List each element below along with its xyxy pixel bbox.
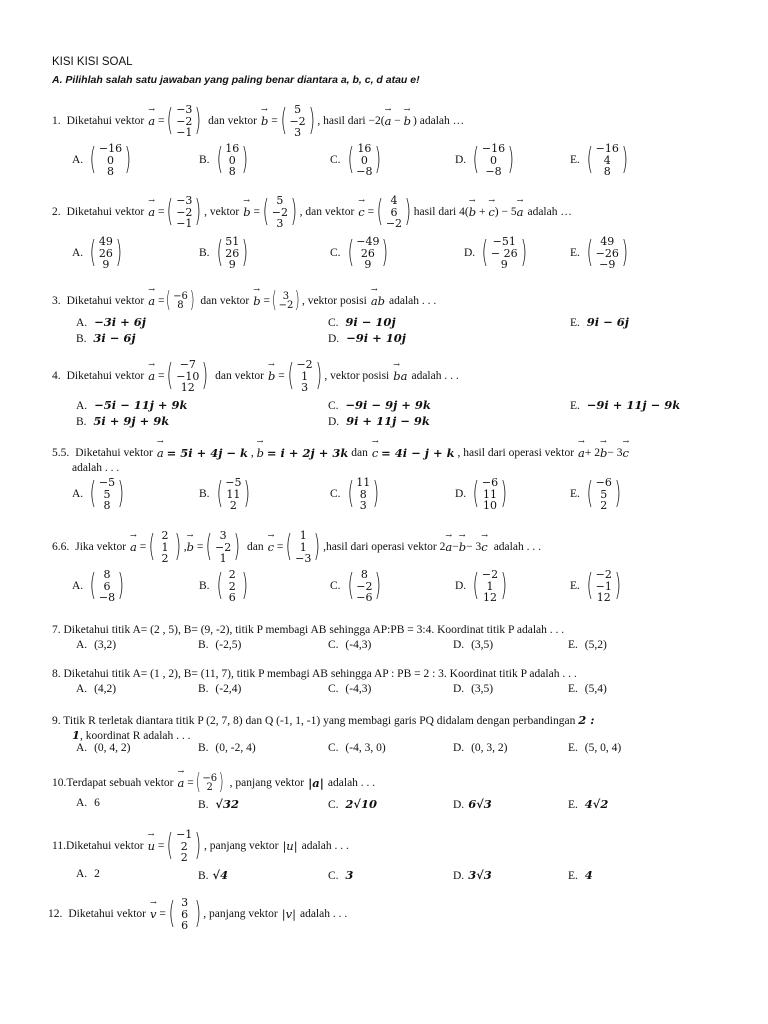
vector-a: → a [578, 446, 585, 460]
question-text: Diketahui vektor [75, 447, 153, 459]
option-e[interactable]: E. ( −6 5 2 ) [570, 476, 621, 512]
question-text: Jika vektor [75, 541, 127, 554]
options-row [76, 797, 716, 811]
option-a[interactable]: A. 2 [76, 868, 100, 880]
question-number: 10. [52, 777, 67, 789]
option-c[interactable]: C. ( −49 26 9 ) [330, 235, 389, 271]
option-b[interactable]: B. (-2,4) [198, 683, 242, 695]
option-a[interactable]: A. (0, 4, 2) [76, 742, 131, 754]
option-d[interactable]: D. 6√3 [453, 797, 492, 811]
question-number: 1. [52, 115, 61, 128]
options-row [72, 236, 712, 271]
question-number: 5. [60, 447, 70, 459]
question-text: − 3 [607, 447, 623, 459]
vector-c-column: ( 4 6 −2 ) [376, 194, 412, 230]
option-b[interactable]: B. (-2,5) [198, 639, 242, 651]
question-text: Diketahui vektor [66, 206, 145, 219]
option-e[interactable]: E. ( −2 −1 12 ) [570, 568, 621, 604]
vector-c: → c [481, 540, 487, 554]
question-text: , vektor [204, 206, 240, 219]
question-number: 3. [52, 295, 61, 307]
vector-ba: → ba [393, 369, 407, 383]
option-d[interactable]: D. (0, 3, 2) [453, 742, 508, 754]
question-text: + 2 [584, 447, 601, 459]
option-d[interactable]: D. ( −2 1 12 ) [455, 568, 508, 604]
question-9 [52, 713, 595, 727]
option-a[interactable]: A. −3i + 6j [76, 315, 146, 329]
vector-b-value: = i + 2j + 3k [266, 446, 349, 460]
option-d[interactable]: D. 9i + 11j − 9k [328, 414, 430, 428]
question-text: ) adalah … [413, 115, 465, 128]
vector-c-column: ( 1 1 −3 ) [286, 529, 321, 565]
option-b[interactable]: B. 3i − 6j [76, 331, 136, 345]
page-title: KISI KISI SOAL [52, 56, 133, 68]
vector-b: → b [253, 294, 260, 308]
question-text: − [452, 541, 459, 554]
option-a[interactable]: A. ( −16 0 8 ) [72, 142, 132, 178]
magnitude-symbol: |a| [308, 776, 324, 790]
vector-b: → b [187, 540, 194, 554]
question-text: , panjang vektor [204, 840, 279, 853]
vector-a: → a [148, 114, 155, 128]
question-text: Terdapat sebuah vektor [66, 777, 174, 789]
option-b[interactable]: B. ( 51 26 9 ) [199, 235, 249, 271]
option-a[interactable]: A. ( −5 5 8 ) [72, 476, 125, 512]
option-e[interactable]: E. (5, 0, 4) [568, 742, 622, 754]
option-d[interactable]: D. −9i + 10j [328, 331, 406, 345]
vector-a: → a [445, 540, 452, 554]
question-text: adalah . . . [299, 908, 348, 921]
question-text: adalah . . . [389, 295, 437, 307]
vector-a: → a [148, 205, 155, 219]
option-c[interactable]: C. (-4, 3, 0) [328, 742, 386, 754]
option-a[interactable]: A. (4,2) [76, 683, 117, 695]
vector-a: → a [157, 446, 164, 460]
vector-a-value: = 5i + 4j − k [166, 446, 249, 460]
options-row [72, 569, 712, 604]
vector-v-column: ( 3 6 6 ) [168, 896, 201, 932]
vector-b-column: ( 3 −2 1 ) [205, 529, 241, 565]
vector-b-column: ( 5 −2 3 ) [262, 194, 298, 230]
question-number: 11. [52, 840, 66, 853]
magnitude-symbol: |u| [282, 839, 298, 854]
vector-a: → a [517, 205, 524, 219]
question-text: ) − 5 [494, 206, 517, 219]
option-b[interactable]: B. 5i + 9j + 9k [76, 414, 170, 428]
option-c[interactable]: C. 9i − 10j [328, 315, 396, 329]
option-b[interactable]: B. ( 2 2 6 ) [199, 568, 249, 604]
vector-u-column: ( −1 2 2 ) [166, 828, 202, 864]
option-c[interactable]: C. (-4,3) [328, 683, 372, 695]
option-c[interactable]: C. ( 16 0 −8 ) [330, 142, 382, 178]
question-text: 9. Titik R terletak diantara titik P (2, 7, 8) dan Q (-1, 1, -1) yang membagi garis PQ didalam dengan perbandingan [52, 715, 576, 727]
question-text: , koordinat R adalah . . . [80, 730, 191, 742]
option-d[interactable]: D. ( −6 11 10 ) [455, 476, 508, 512]
vector-c: → c [623, 446, 629, 460]
vector-c: → c [358, 205, 364, 219]
question-10: 10. Terdapat sebuah vektor → a = ( −6 2 ) , panjang vektor |a| adalah . . . [52, 772, 375, 794]
vector-a-column: ( −7 −10 12 ) [167, 358, 209, 394]
option-b[interactable]: B. √32 [198, 797, 239, 811]
option-c[interactable]: C. 2√10 [328, 797, 377, 811]
vector-a: → a [148, 294, 155, 308]
question-text: − 3 [466, 541, 482, 554]
question-text: adalah . . . [327, 777, 376, 789]
vector-b: → b [268, 369, 275, 383]
option-d[interactable]: D. 3√3 [453, 868, 492, 882]
vector-v: → v [150, 907, 157, 921]
question-text: Diketahui vektor [66, 295, 145, 307]
vector-b-column: ( 3 −2 ) [271, 288, 301, 313]
vector-b: → b [404, 114, 411, 128]
options-row [76, 868, 716, 882]
question-9-line2 [72, 728, 191, 742]
question-7: 7. Diketahui titik A= (2 , 5), B= (9, -2), titik P membagi AB sehingga AP:PB = 3:4. Koordinat titik P adalah . . . [52, 624, 565, 636]
question-text: dan vektor [215, 370, 264, 383]
vector-c: → c [488, 205, 494, 219]
question-12: 12. Diketahui vektor → v = ( 3 6 6 ) , panjang vektor |v| adalah . . . [48, 897, 347, 932]
question-text: , panjang vektor [229, 777, 305, 789]
options-row [76, 742, 716, 754]
question-text: hasil dari 4( [413, 206, 469, 219]
option-d[interactable]: D. ( −51 − 26 9 ) [464, 235, 527, 271]
options-row [76, 683, 716, 695]
question-number: 4. [52, 370, 61, 383]
vector-b: → b [469, 205, 476, 219]
question-text: , hasil dari −2( [317, 115, 385, 128]
vector-a: → a [148, 369, 155, 383]
option-a[interactable]: A. ( 8 6 −8 ) [72, 568, 125, 604]
option-b[interactable]: B. ( 16 0 8 ) [199, 142, 249, 178]
vector-b: → b [600, 446, 607, 460]
question-4: 4. Diketahui vektor → a = ( −7 −10 12 ) dan vektor → b = ( −2 1 3 ) , vektor posisi → ba adalah . . . [52, 359, 459, 394]
option-c[interactable]: C. 3 [328, 868, 354, 882]
vector-a-column: ( 2 1 2 ) [148, 529, 182, 565]
question-3: 3. Diketahui vektor → a = ( −6 8 ) dan vektor → b = ( 3 −2 ) , vektor posisi → ab adalah . . . [52, 290, 436, 312]
question-text: , vektor posisi [324, 370, 390, 383]
option-d[interactable]: D. ( −16 0 −8 ) [455, 142, 515, 178]
question-ratio: 2 : [578, 713, 595, 727]
vector-b-column: ( 5 −2 3 ) [280, 103, 315, 139]
question-text: dan [246, 541, 264, 554]
question-text: Diketahui vektor [66, 115, 145, 128]
question-number: 2. [52, 206, 61, 219]
option-a[interactable]: A. 6 [76, 797, 100, 809]
question-8: 8. Diketahui titik A= (1 , 2), B= (11, 7), titik P membagi AB sehingga AP : PB = 2 : 3. Koordinat titik P adalah . . . [52, 668, 577, 680]
question-ratio: 1 [72, 728, 81, 742]
vector-a-column: ( −6 8 ) [166, 288, 195, 313]
question-text: , panjang vektor [203, 908, 278, 921]
question-1: 1. Diketahui vektor → a = ( −3 −2 −1 ) dan vektor → b = ( 5 −2 3 ) , hasil dari −2( → a − → b ) adalah … [52, 104, 464, 139]
question-number: 12. [48, 908, 63, 921]
option-e[interactable]: E. 4√2 [568, 797, 609, 811]
option-c[interactable]: C. ( 11 8 3 ) [330, 476, 380, 512]
question-text: dan vektor [208, 115, 257, 128]
option-e[interactable]: E. (5,4) [568, 683, 607, 695]
option-e[interactable]: E. 4 [568, 868, 593, 882]
question-text: adalah . . . [493, 541, 541, 554]
option-e[interactable]: E. ( −16 4 8 ) [570, 142, 628, 178]
option-b[interactable]: B. (0, -2, 4) [198, 742, 256, 754]
option-b[interactable]: B. √4 [198, 868, 229, 882]
option-c[interactable]: C. −9i − 9j + 9k [328, 398, 431, 412]
question-text: , vektor posisi [301, 295, 367, 307]
question-text: dan [351, 447, 368, 459]
vector-a: → a [130, 540, 137, 554]
options-row [72, 477, 712, 512]
option-d[interactable]: D. (3,5) [453, 683, 494, 695]
option-e[interactable]: E. (5,2) [568, 639, 607, 651]
question-11: 11. Diketahui vektor → u = ( −1 2 2 ) , panjang vektor |u| adalah . . . [52, 829, 349, 864]
vector-c: → c [268, 540, 274, 554]
vector-a-column: ( −3 −2 −1 ) [167, 194, 202, 230]
option-c[interactable]: C. (-4,3) [328, 639, 372, 651]
vector-a: → a [385, 114, 392, 128]
option-e[interactable]: E. ( 49 −26 −9 ) [570, 235, 628, 271]
vector-b: → b [261, 114, 268, 128]
vector-a-column: ( −6 2 ) [195, 770, 224, 795]
question-2: 2. Diketahui vektor → a = ( −3 −2 −1 ) , vektor → b = ( 5 −2 3 ) , dan vektor → c = ( 4 6 −2 ) hasil dari 4( → b + → c ) − 5 → a adalah … [52, 195, 572, 230]
option-e[interactable]: E. 9i − 6j [570, 315, 629, 329]
question-text: adalah . . . [301, 840, 349, 853]
question-text: adalah … [527, 206, 572, 219]
vector-u: → u [148, 839, 155, 853]
option-b[interactable]: B. ( −5 11 2 ) [199, 476, 251, 512]
option-a[interactable]: A. −5i − 11j + 9k [76, 398, 188, 412]
question-text: adalah . . . [411, 370, 459, 383]
vector-c: → c [372, 446, 378, 460]
vector-ab: → ab [371, 294, 385, 308]
question-text: Diketahui vektor [65, 840, 144, 853]
question-text: dan vektor [200, 295, 250, 307]
option-c[interactable]: C. ( 8 −2 −6 ) [330, 568, 382, 604]
magnitude-symbol: |v| [281, 907, 296, 922]
question-number: 5. [52, 447, 61, 459]
question-text: adalah . . . [72, 462, 120, 474]
question-number: 6. [52, 541, 61, 554]
question-text: Diketahui vektor [68, 908, 146, 921]
vector-b-column: ( −2 1 3 ) [287, 358, 322, 394]
vector-b: → b [243, 205, 250, 219]
question-text: ,hasil dari operasi vektor 2 [323, 541, 446, 554]
question-6: 6. 6. Jika vektor → a = ( 2 1 2 ) , → b = ( 3 −2 1 ) dan → c = ( 1 1 −3 ) ,hasil dari operasi vektor 2 → a − → b − 3 → c adalah . . . [52, 530, 541, 565]
vector-a-column: ( −3 −2 −1 ) [167, 103, 202, 139]
vector-a: → a [178, 776, 185, 790]
options-row [72, 143, 712, 178]
option-a[interactable]: A. ( 49 26 9 ) [72, 235, 122, 271]
option-e[interactable]: E. −9i + 11j − 9k [570, 398, 681, 412]
question-5: 5. 5. Diketahui vektor → a = 5i + 4j − k , → b = i + 2j + 3k dan → c = 4i − j + k , hasil dari operasi vektor → a + 2 → b − 3 → c [52, 446, 629, 460]
question-text: , dan vektor [299, 206, 355, 219]
instruction: A. Pilihlah salah satu jawaban yang paling benar diantara a, b, c, d atau e! [52, 74, 420, 86]
option-a[interactable]: A. (3,2) [76, 639, 117, 651]
vector-b: → b [459, 540, 466, 554]
question-text: , hasil dari operasi vektor [457, 447, 575, 459]
vector-b: → b [257, 446, 264, 460]
options-row [76, 639, 716, 651]
question-number: 6. [60, 541, 70, 554]
option-d[interactable]: D. (3,5) [453, 639, 494, 651]
question-text: Diketahui vektor [66, 370, 145, 383]
vector-c-value: = 4i − j + k [381, 446, 455, 460]
